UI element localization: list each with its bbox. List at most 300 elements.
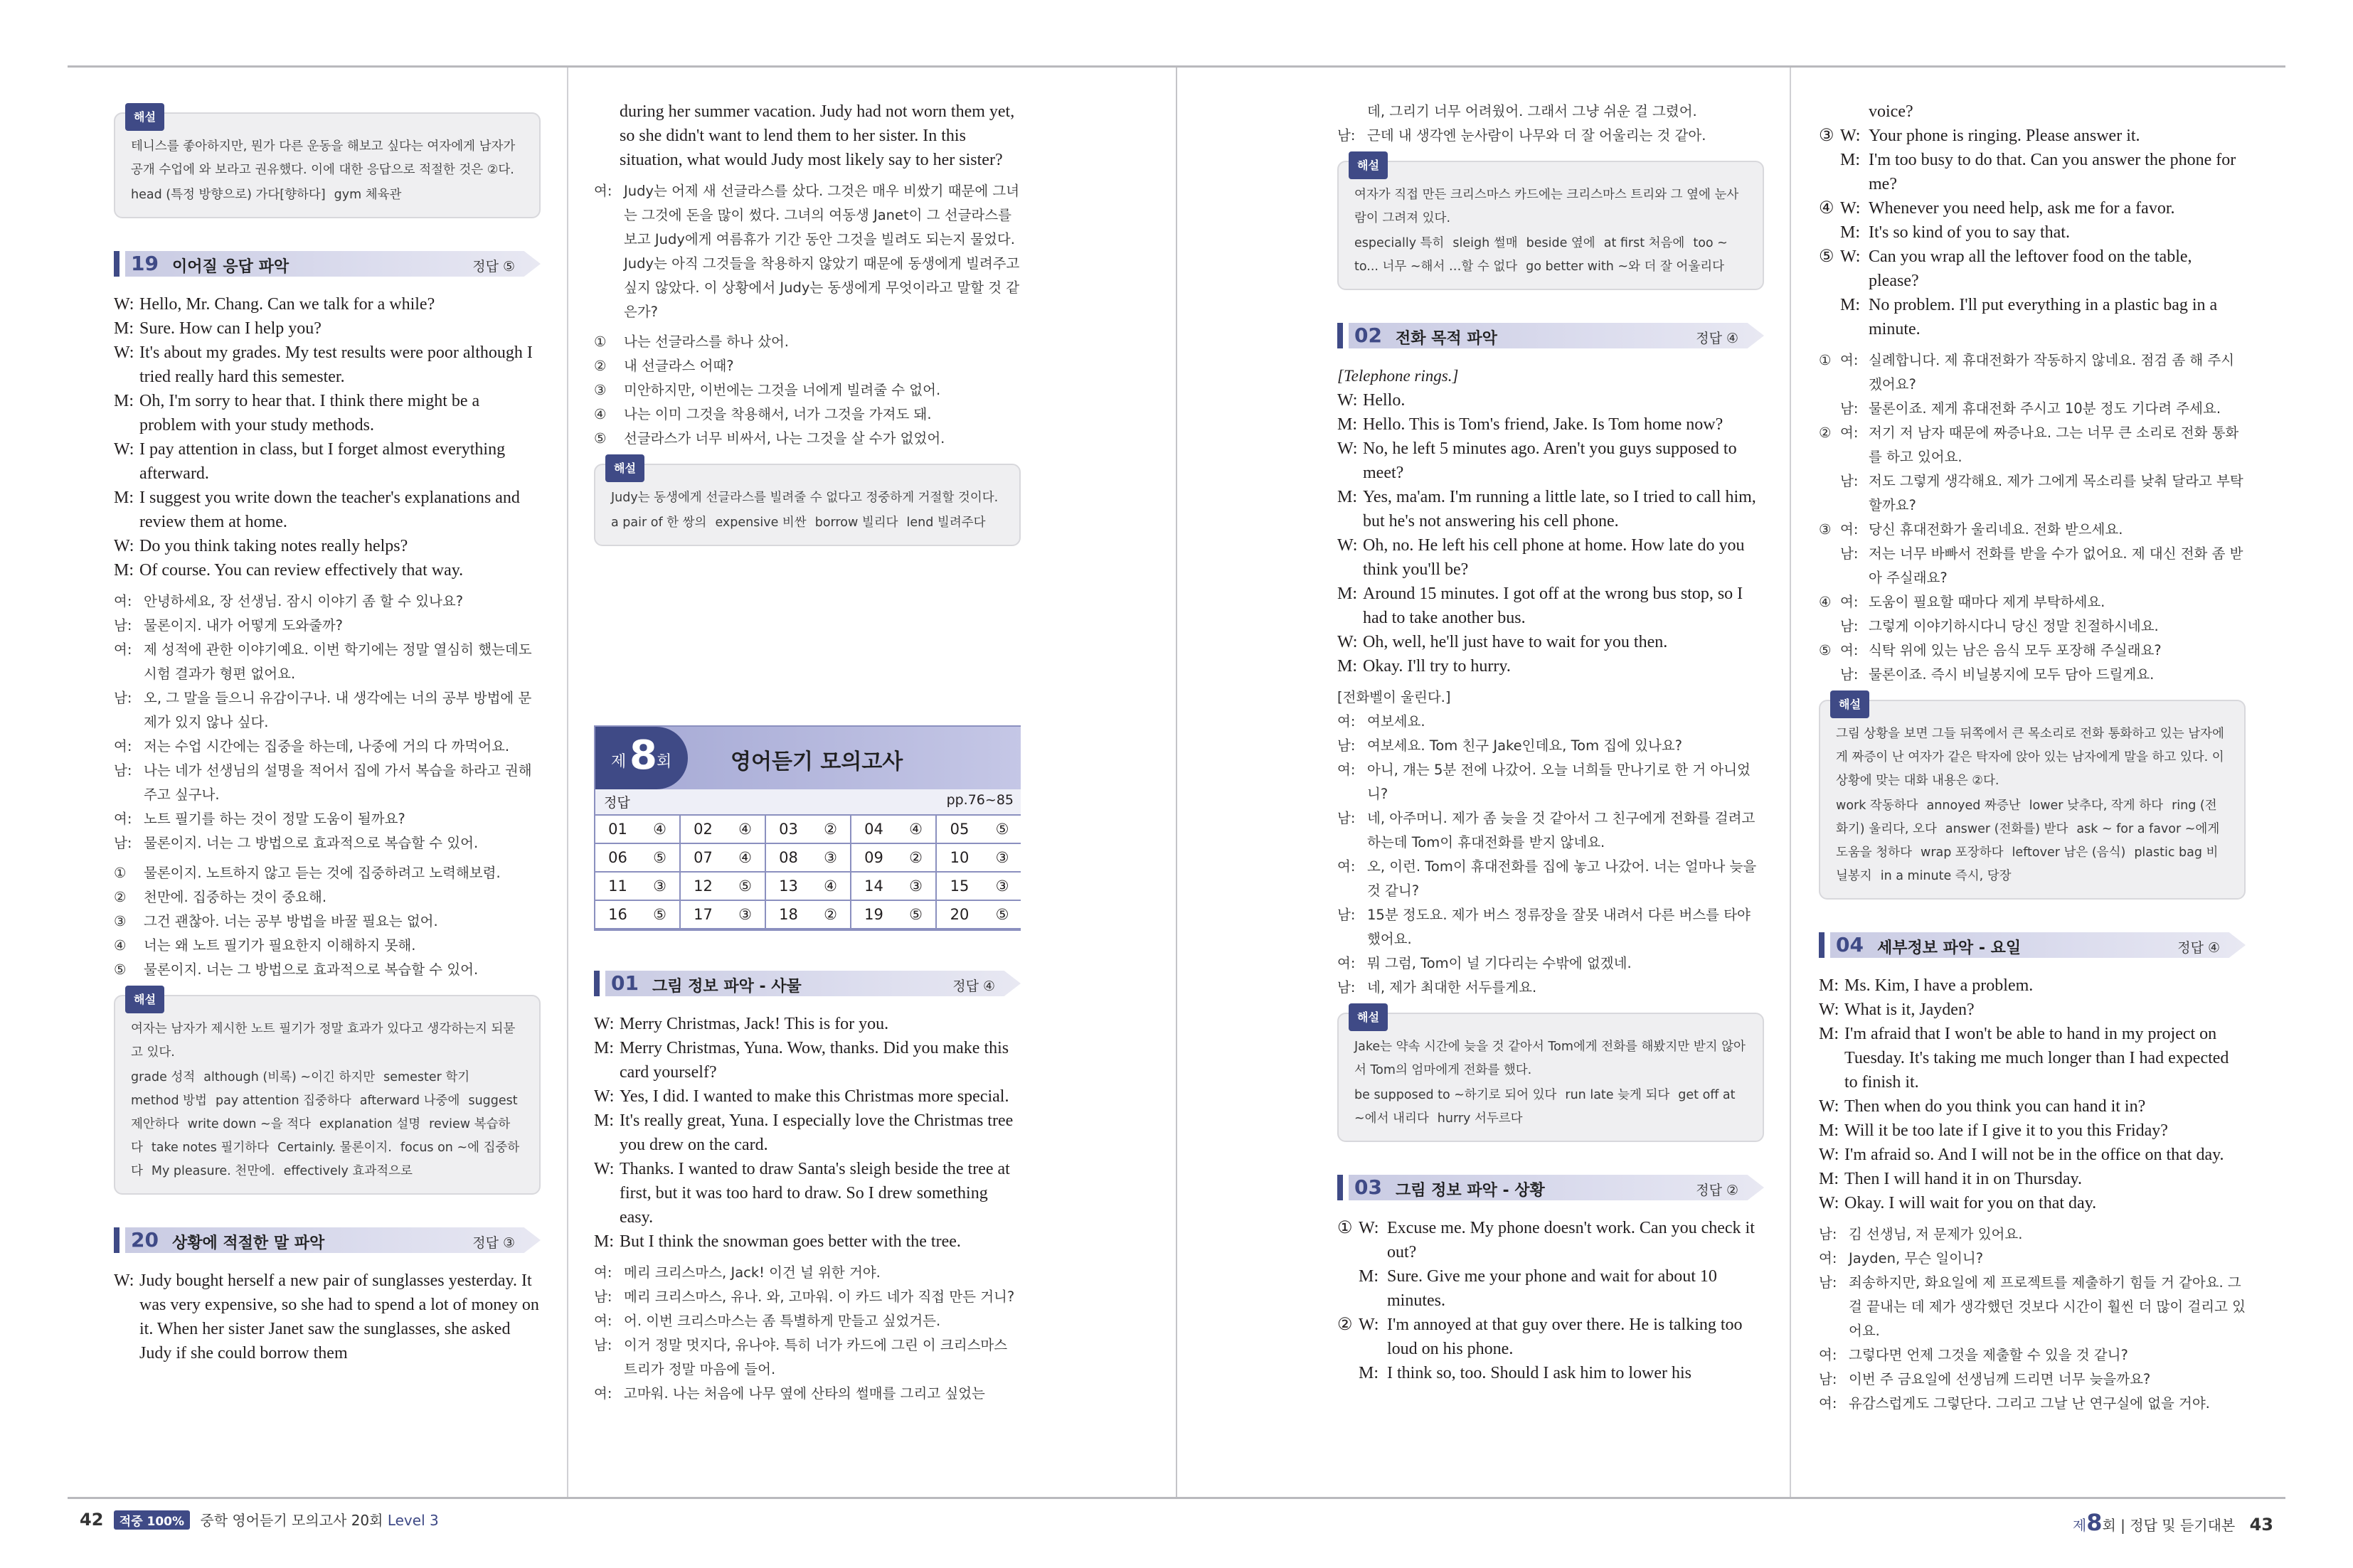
page-number-left: 42 — [80, 1510, 104, 1530]
explanation-box — [114, 995, 541, 1195]
section-header-04 — [1819, 932, 2246, 958]
question-number: 13 — [779, 878, 798, 895]
speaker: M: — [1337, 488, 1358, 506]
dialogue-line — [1819, 1022, 2246, 1094]
speaker: 남: — [1819, 1371, 1837, 1387]
dialogue-line — [1337, 582, 1764, 630]
line-text: 제 성적에 관한 이야기예요. 이번 학기에는 정말 열심히 했는데도 시험 결과가 형편 없어요. — [144, 641, 532, 682]
line-text: 오, 이런. Tom이 휴대전화를 집에 놓고 나갔어. 너는 얼마나 늦을 것 같니? — [1367, 858, 1757, 899]
line-text: I pay attention in class, but I forget almost everything afterward. — [139, 440, 506, 483]
explanation-box — [1337, 161, 1764, 290]
column-divider — [1790, 68, 1791, 1497]
speaker: 여: — [114, 593, 132, 609]
vocab-item: Certainly. 물론이지. — [277, 1141, 392, 1155]
dialogue-line — [1819, 1271, 2246, 1343]
vocab-item: leftover 남은 (음식) — [2012, 846, 2126, 860]
line-text: Ms. Kim, I have a problem. — [1844, 976, 2034, 995]
explanation-tag: 해설 — [125, 986, 164, 1013]
dialogue-line — [594, 354, 1021, 378]
answer-value: ② — [824, 821, 837, 838]
line-text: 물론이지. 노트하지 않고 듣는 것에 집중하려고 노력해보렴. — [144, 865, 501, 881]
dialogue-line — [1337, 437, 1764, 485]
speaker: 여: — [114, 641, 132, 658]
vocab-item: effectively 효과적으로 — [283, 1164, 413, 1178]
line-text: Then when do you think you can hand it in? — [1844, 1097, 2146, 1116]
speaker: 여: — [1840, 352, 1859, 368]
dialogue-line — [1819, 1143, 2246, 1167]
dialogue-line — [1337, 485, 1764, 533]
dialogue-line — [1337, 630, 1764, 654]
speaker: 남: — [1840, 618, 1859, 634]
speaker: W: — [1840, 199, 1861, 218]
speaker: 남: — [1840, 473, 1859, 489]
speaker: M: — [1337, 415, 1358, 434]
speaker: M: — [1337, 585, 1358, 603]
dialogue-line — [594, 1309, 1021, 1333]
explanation-box — [594, 464, 1021, 546]
dialogue-line — [1337, 412, 1764, 437]
dialogue-line — [1819, 1167, 2246, 1191]
vocab-item: take notes 필기하다 — [151, 1141, 270, 1155]
vocab-list — [1354, 1084, 1747, 1131]
answer-options — [114, 861, 541, 982]
speaker: 여: — [594, 1385, 612, 1402]
dialogue-line — [114, 958, 541, 982]
line-text: 당신 휴대전화가 울리네요. 전화 받으세요. — [1869, 521, 2123, 538]
answer-value: ⑤ — [653, 906, 666, 923]
dialogue-line — [594, 1333, 1021, 1382]
option-number: ④ — [1819, 199, 1834, 218]
dialogue-line — [1819, 1367, 2246, 1392]
option-number: ① — [1337, 1219, 1353, 1237]
dialogue-line — [1819, 639, 2246, 663]
section-header-20 — [114, 1227, 541, 1253]
dialogue-line — [1337, 1361, 1764, 1385]
line-text: 오, 그 말을 들으니 유감이구나. 내 생각에는 너의 공부 방법에 문제가 있지 않나 싶다. — [144, 690, 532, 730]
speaker: W: — [1819, 1001, 1839, 1019]
dialogue-line — [114, 686, 541, 735]
answer-value: ④ — [909, 821, 923, 838]
line-text: Around 15 minutes. I got off at the wrong bus stop, so I had to take another bus. — [1363, 585, 1743, 627]
dialogue-line — [594, 427, 1021, 451]
speaker: W: — [1819, 1146, 1839, 1164]
vocab-item: ring (전화기) 울리다, 오다 — [1836, 799, 2217, 836]
dialogue-line — [1337, 1313, 1764, 1361]
speaker: M: — [114, 561, 134, 580]
column-4 — [1819, 100, 2246, 1493]
dialogue-english — [594, 100, 1021, 172]
speaker: W: — [594, 1015, 615, 1033]
vocab-item: write down ~을 적다 — [187, 1117, 311, 1131]
dialogue-line — [1337, 388, 1764, 412]
speaker: M: — [1840, 223, 1861, 242]
dialogue-line — [114, 735, 541, 759]
dialogue-line — [594, 1382, 1021, 1406]
line-text: voice? — [1869, 102, 1913, 121]
section-title: 세부정보 파악 - 요일 — [1877, 939, 2022, 957]
line-text: 유감스럽게도 그렇단다. 그리고 그날 난 연구실에 없을 거야. — [1849, 1395, 2210, 1412]
explanation-text: 그림 상황을 보면 그들 뒤쪽에서 큰 목소리로 전화 통화하고 있는 남자에게 짜증이 난 여자가 같은 탁자에 앉아 있는 남자에게 말을 하고 있다. 이 상황에 맞는 대화 내용은 ②다. — [1836, 727, 2224, 788]
question-number: 02 — [694, 821, 713, 838]
vocab-item: ask ~ for a favor ~에게 도움을 청하다 — [1836, 822, 2220, 860]
section-title: 그림 정보 파악 - 사물 — [652, 978, 802, 996]
option-number — [1819, 663, 1840, 687]
line-text: Oh, no. He left his cell phone at home. How late do you think you'll be? — [1363, 536, 1745, 579]
option-number — [1819, 397, 1840, 421]
line-text: Do you think taking notes really helps? — [139, 537, 408, 555]
answer-cell — [681, 816, 766, 844]
option-number: ③ — [1819, 127, 1834, 145]
vocab-list — [1354, 232, 1747, 279]
dialogue-korean — [114, 590, 541, 855]
line-text: Yes, ma'am. I'm running a little late, so I tried to call him, but he's not answering his cell phone. — [1363, 488, 1756, 530]
section-number: 20 — [131, 1228, 159, 1252]
dialogue-line — [594, 1157, 1021, 1230]
question-number: 14 — [864, 878, 883, 895]
speaker: M: — [114, 489, 134, 507]
answer-cell — [595, 873, 681, 901]
dialogue-line — [1819, 518, 2246, 542]
dialogue-line — [1337, 533, 1764, 582]
speaker: 여: — [594, 1264, 612, 1281]
line-text: 메리 크리스마스, 유나. 와, 고마워. 이 카드 네가 직접 만든 거니? — [624, 1289, 1015, 1305]
footer-left — [80, 1509, 439, 1530]
answer-value: ② — [909, 849, 923, 866]
question-number: 17 — [694, 906, 713, 923]
dialogue-line — [114, 759, 541, 807]
line-text: 그렇다면 언제 그것을 제출할 수 있을 것 같니? — [1849, 1347, 2128, 1363]
speaker: M: — [1819, 976, 1839, 995]
vocab-list — [131, 1066, 524, 1183]
dialogue-line — [1337, 124, 1764, 148]
vocab-item: grade 성적 — [131, 1070, 196, 1084]
answer-cell — [851, 816, 937, 844]
dialogue-line — [114, 910, 541, 934]
line-text: Judy bought herself a new pair of sunglasses yesterday. It was very expensive, so she had to spend a lot of money on it. When her sister Janet saw the sunglasses, she asked Judy if she could borrow them — [139, 1271, 539, 1362]
vocab-list — [131, 183, 524, 207]
dialogue-line — [1819, 998, 2246, 1022]
speaker: 여: — [1819, 1347, 1837, 1363]
explanation-text: 여자는 남자가 제시한 노트 필기가 정말 효과가 있다고 생각하는지 되묻고 있다. — [131, 1022, 516, 1060]
vocab-item: be supposed to ~하기로 되어 있다 — [1354, 1088, 1557, 1102]
vocab-item: go better with ~와 더 잘 어울리다 — [1526, 260, 1725, 274]
speaker: W: — [1359, 1219, 1379, 1237]
explanation-tag: 해설 — [1349, 151, 1388, 179]
answer-value: ⑤ — [909, 906, 923, 923]
speaker: W: — [1337, 439, 1358, 458]
section-answer: 정답 ④ — [1696, 331, 1738, 346]
vocab-item: hurry 서두르다 — [1437, 1111, 1523, 1126]
explanation-tag: 해설 — [125, 103, 164, 131]
dialogue-line — [114, 861, 541, 885]
explanation-tag: 해설 — [1830, 690, 1869, 718]
option-number — [1819, 220, 1840, 245]
answer-value: ⑤ — [738, 878, 752, 895]
vocab-item: sleigh 썰매 — [1452, 236, 1518, 250]
line-text: No, he left 5 minutes ago. Aren't you guys supposed to meet? — [1363, 439, 1737, 482]
line-text: Okay. I will wait for you on that day. — [1844, 1194, 2097, 1212]
dialogue-line — [1819, 220, 2246, 245]
explanation-box — [1819, 700, 2246, 900]
question-number: 19 — [864, 906, 883, 923]
line-text: I suggest you write down the teacher's explanations and review them at home. — [139, 489, 520, 531]
line-text: I'm annoyed at that guy over there. He is talking too loud on his phone. — [1387, 1316, 1743, 1358]
speaker: 남: — [114, 617, 132, 634]
section-number: 04 — [1836, 933, 1864, 956]
book-title: 중학 영어듣기 모의고사 20회 — [200, 1512, 383, 1529]
section-answer: 정답 ③ — [472, 1235, 515, 1251]
speaker: 남: — [1337, 737, 1356, 754]
line-text: Then I will hand it in on Thursday. — [1844, 1170, 2082, 1188]
answer-value: ④ — [824, 878, 837, 895]
speaker: W: — [114, 1271, 134, 1290]
answer-cell — [681, 873, 766, 901]
answer-cell — [595, 844, 681, 873]
speaker: W: — [1337, 536, 1358, 555]
vocab-list — [611, 511, 1004, 535]
line-text: 여보세요. — [1367, 713, 1425, 730]
question-number: 08 — [779, 849, 798, 866]
vocab-item: although (비록) ~이긴 하지만 — [203, 1070, 376, 1084]
option-number — [1337, 1264, 1359, 1313]
option-number: ① — [1819, 352, 1832, 368]
line-text: 나는 이미 그것을 착용해서, 너가 그것을 가져도 돼. — [624, 406, 932, 422]
speaker: 남: — [1819, 1226, 1837, 1242]
answer-cell — [937, 844, 1021, 873]
speaker: 남: — [594, 1337, 612, 1353]
option-number: ③ — [1819, 521, 1832, 538]
section-answer: 정답 ④ — [952, 978, 995, 994]
option-number — [1819, 614, 1840, 639]
vocab-list — [1836, 794, 2229, 888]
vocab-item: at first 처음에 — [1603, 236, 1685, 250]
explanation-tag: 해설 — [605, 454, 644, 482]
vocab-item: explanation 설명 — [319, 1117, 421, 1131]
line-text: It's about my grades. My test results were poor although I tried really hard this semester. — [139, 343, 533, 386]
speaker: 여: — [1819, 1395, 1837, 1412]
line-text: Will it be too late if I give it to you this Friday? — [1844, 1121, 2168, 1140]
line-text: 메리 크리스마스, Jack! 이건 널 위한 거야. — [624, 1264, 881, 1281]
answer-value: ⑤ — [995, 906, 1009, 923]
line-text: 김 선생님, 저 문제가 있어요. — [1849, 1226, 2023, 1242]
line-text: 노트 필기를 하는 것이 정말 도움이 될까요? — [144, 811, 405, 827]
dialogue-line — [1819, 1094, 2246, 1119]
answer-value: ③ — [909, 878, 923, 895]
dialogue-line — [1337, 710, 1764, 734]
line-text: But I think the snowman goes better with the tree. — [620, 1232, 961, 1251]
section-number: 19 — [131, 252, 159, 275]
question-number: 15 — [950, 878, 970, 895]
line-text: Whenever you need help, ask me for a favor. — [1869, 199, 2175, 218]
answer-key-box — [594, 725, 1021, 931]
dialogue-line — [1337, 855, 1764, 903]
explanation-box — [1337, 1010, 1764, 1142]
speaker: M: — [594, 1111, 615, 1130]
speaker: W: — [1359, 1316, 1379, 1334]
line-text: I'm afraid so. And I will not be in the office on that day. — [1844, 1146, 2224, 1164]
speaker: W: — [114, 295, 134, 314]
vocab-item: head (특정 방향으로) 가다[향하다] — [131, 188, 326, 202]
line-text: 식탁 위에 있는 남은 음식 모두 포장해 주실래요? — [1869, 642, 2162, 658]
dialogue-line — [1819, 469, 2246, 518]
footer-test-number: 8 — [2086, 1509, 2103, 1536]
speaker: W: — [1819, 1097, 1839, 1116]
speaker — [1840, 100, 1869, 124]
speaker: ④ — [114, 937, 127, 954]
dialogue-line — [1819, 1343, 2246, 1367]
line-text: 아니, 걔는 5분 전에 나갔어. 오늘 너희들 만나기로 한 거 아니었니? — [1367, 762, 1751, 802]
dialogue-english — [114, 1269, 541, 1365]
line-text: Merry Christmas, Yuna. Wow, thanks. Did you make this card yourself? — [620, 1039, 1009, 1082]
answer-cell — [851, 901, 937, 929]
option-number — [1819, 469, 1840, 518]
dialogue-line — [594, 1230, 1021, 1254]
dialogue-line — [1337, 1216, 1764, 1264]
vocab-item: method 방법 — [131, 1094, 207, 1108]
spine-divider — [1176, 68, 1177, 1497]
option-number: ⑤ — [1819, 247, 1834, 266]
badge-suffix: 회 — [657, 753, 672, 771]
line-text: 뭐 그럼, Tom이 널 기다리는 수밖에 없겠네. — [1367, 955, 1632, 971]
speaker: ⑤ — [594, 430, 607, 447]
line-text: 실례합니다. 제 휴대전화가 작동하지 않네요. 점검 좀 해 주시겠어요? — [1869, 352, 2235, 393]
answer-options — [594, 330, 1021, 451]
explanation-text: 여자가 직접 만든 크리스마스 카드에는 크리스마스 트리와 그 옆에 눈사람이 그려져 있다. — [1354, 188, 1739, 225]
speaker: 여: — [1337, 858, 1356, 875]
dialogue-line — [1819, 663, 2246, 687]
vocab-item: lower 낮추다, 작게 하다 — [2029, 799, 2164, 813]
line-text: 데, 그리기 너무 어려웠어. 그래서 그냥 쉬운 걸 그렸어. — [1367, 103, 1697, 119]
line-text: 너는 왜 노트 필기가 필요한지 이해하지 못해. — [144, 937, 416, 954]
vocab-item: especially 특히 — [1354, 236, 1445, 250]
dialogue-line — [1337, 758, 1764, 806]
question-number: 10 — [950, 849, 970, 866]
line-text: Hello, Mr. Chang. Can we talk for a while? — [139, 295, 435, 314]
line-text: Merry Christmas, Jack! This is for you. — [620, 1015, 889, 1033]
vocab-item: work 작동하다 — [1836, 799, 1918, 813]
section-header-01 — [594, 971, 1021, 996]
vocab-item: answer (전화를) 받다 — [1945, 822, 2068, 836]
vocab-item: beside 옆에 — [1526, 236, 1595, 250]
option-number — [1337, 1361, 1359, 1385]
vocab-item: wrap 포장하다 — [1921, 846, 2004, 860]
dialogue-line — [594, 1285, 1021, 1309]
section-title: 그림 정보 파악 - 상황 — [1396, 1182, 1545, 1200]
speaker: W: — [594, 1087, 615, 1106]
dialogue-english — [594, 1012, 1021, 1254]
vocab-item: focus on ~에 집중하다 — [131, 1141, 520, 1178]
dialogue-line — [1819, 590, 2246, 614]
answer-value: ② — [824, 906, 837, 923]
line-text: I'm afraid that I won't be able to hand in my project on Tuesday. It's taking me much longer than I had expected to finish it. — [1844, 1025, 2229, 1092]
speaker: ② — [594, 358, 607, 374]
answer-cell — [766, 873, 851, 901]
dialogue-line — [1819, 124, 2246, 148]
dialogue-line — [594, 402, 1021, 427]
page-range: pp.76~85 — [946, 792, 1014, 808]
book-level: Level 3 — [387, 1512, 439, 1529]
speaker: M: — [594, 1232, 615, 1251]
vocab-item: afterward 나중에 — [359, 1094, 460, 1108]
line-text: 물론이죠. 즉시 비닐봉지에 모두 담아 드릴게요. — [1869, 666, 2155, 683]
speaker: M: — [114, 392, 134, 410]
speaker: 여: — [1840, 425, 1859, 441]
dialogue-line — [594, 1012, 1021, 1036]
answer-value: ⑤ — [995, 821, 1009, 838]
line-text: 그건 괜찮아. 너는 공부 방법을 바꿀 필요는 없어. — [144, 913, 438, 929]
line-text: 천만에. 집중하는 것이 중요해. — [144, 889, 327, 905]
line-text: Oh, I'm sorry to hear that. I think there might be a problem with your study methods. — [139, 392, 480, 434]
speaker: 여: — [114, 811, 132, 827]
dialogue-line — [594, 1036, 1021, 1084]
speaker: 남: — [1840, 545, 1859, 562]
line-text: Yes, I did. I wanted to make this Christmas more special. — [620, 1087, 1009, 1106]
dialogue-line — [1337, 1264, 1764, 1313]
line-text: 선글라스가 너무 비싸서, 나는 그것을 살 수가 없었어. — [624, 430, 945, 447]
dialogue-line — [114, 807, 541, 831]
section-01-block — [594, 971, 1021, 1412]
vocab-item: pay attention 집중하다 — [215, 1094, 351, 1108]
section-title: 상황에 적절한 말 파악 — [172, 1234, 325, 1252]
answer-value: ⑤ — [653, 849, 666, 866]
dialogue-line — [1819, 1247, 2246, 1271]
speaker: M: — [1819, 1121, 1839, 1140]
dialogue-line — [1819, 348, 2246, 397]
speaker: M: — [594, 1039, 615, 1057]
option-number — [1819, 100, 1840, 124]
line-text: 고마워. 나는 처음에 나무 옆에 산타의 썰매를 그리고 싶었는 — [624, 1385, 985, 1402]
dialogue-line — [1819, 245, 2246, 293]
line-text: 물론이지. 너는 그 방법으로 효과적으로 복습할 수 있어. — [144, 961, 479, 978]
question-number: 20 — [950, 906, 970, 923]
answer-cell — [766, 901, 851, 929]
dialogue-english — [1337, 388, 1764, 678]
dialogue-line — [114, 316, 541, 341]
line-text: 물론이지. 너는 그 방법으로 효과적으로 복습할 수 있어. — [144, 835, 479, 851]
explanation-text: 테니스를 좋아하지만, 뭔가 다른 운동을 해보고 싶다는 여자에게 남자가 공개 수업에 와 보라고 권유했다. 이에 대한 응답으로 적절한 것은 ②다. — [131, 139, 516, 177]
speaker: 남: — [1819, 1274, 1837, 1291]
stage-direction: [Telephone rings.] — [1337, 367, 1459, 385]
line-text: I think so, too. Should I ask him to lower his — [1387, 1364, 1691, 1382]
dialogue-line — [114, 437, 541, 486]
line-text: 그렇게 이야기하시다니 당신 정말 친절하시네요. — [1869, 618, 2159, 634]
dialogue-line — [114, 934, 541, 958]
speaker: ④ — [594, 406, 607, 422]
vocab-item: plastic bag 비닐봉지 — [1836, 846, 2219, 883]
line-text: Judy는 어제 새 선글라스를 샀다. 그것은 매우 비쌌기 때문에 그녀는 그것에 돈을 많이 썼다. 그녀의 여동생 Janet이 그 선글라스를 보고 Judy에게 여름휴가 기간 동안 그것을 빌려도 되는지 물었다. Judy는 아직 그것들을 착용하지 않았기 때문에 동생에게 빌려주고 싶지 않았다. 이 상황에서 Judy는 동생에게 무엇이라고 말할 것 같은가? — [624, 183, 1020, 320]
question-number: 12 — [694, 878, 713, 895]
dialogue-korean — [1337, 710, 1764, 1000]
line-text: No problem. I'll put everything in a plastic bag in a minute. — [1869, 296, 2218, 338]
line-text: 저는 수업 시간에는 집중을 하는데, 나중에 거의 다 까먹어요. — [144, 738, 510, 754]
dialogue-line — [594, 1261, 1021, 1285]
dialogue-line — [1819, 1222, 2246, 1247]
line-text: 이거 정말 멋지다, 유나야. 특히 너가 카드에 그린 이 크리스마스 트리가 정말 마음에 들어. — [624, 1337, 1008, 1377]
line-text: 도움이 필요할 때마다 제게 부탁하세요. — [1869, 594, 2105, 610]
speaker: 여: — [114, 738, 132, 754]
line-text: 물론이죠. 제게 휴대전화 주시고 10분 정도 기다려 주세요. — [1869, 400, 2221, 417]
section-header-03 — [1337, 1175, 1764, 1200]
dialogue-line — [114, 292, 541, 316]
dialogue-korean — [594, 1261, 1021, 1406]
section-number: 03 — [1354, 1175, 1382, 1199]
dialogue-line — [114, 885, 541, 910]
section-number: 01 — [611, 971, 639, 995]
answer-cell — [595, 901, 681, 929]
speaker: 남: — [594, 1289, 612, 1305]
line-text: Thanks. I wanted to draw Santa's sleigh beside the tree at first, but it was too hard to draw. So I drew something easy. — [620, 1160, 1010, 1227]
dialogue-line — [1819, 1191, 2246, 1215]
